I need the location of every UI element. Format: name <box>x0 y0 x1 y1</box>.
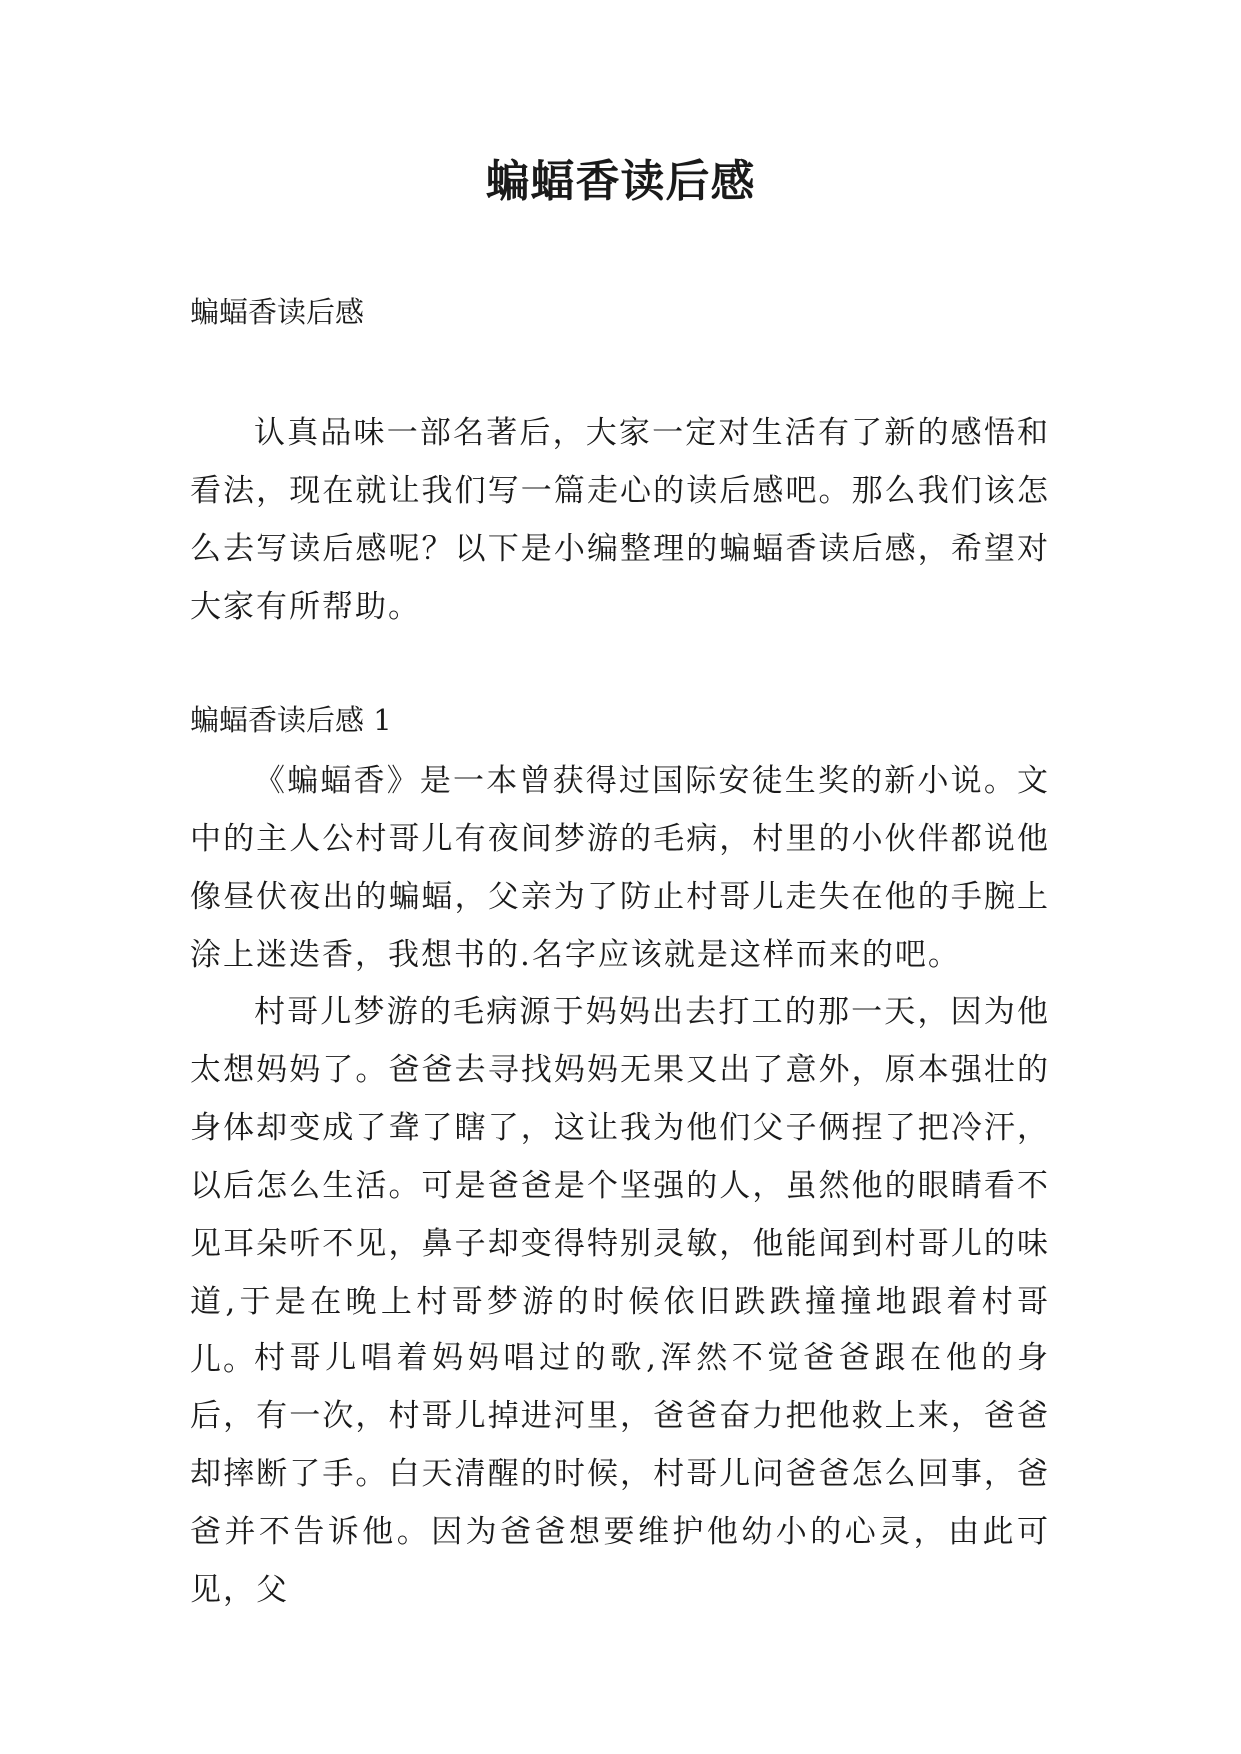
body-paragraph: 村哥儿唱着妈妈唱过的歌,浑然不觉爸爸跟在他的身后，有一次，村哥儿掉进河里，爸爸奋力把他救上来，爸爸却摔断了手。白天清醒的时候，村哥儿问爸爸怎么回事，爸爸并不告诉他。因为爸爸想要维护他幼小的心灵，由此可见，父 <box>190 1340 1050 1608</box>
body-paragraph: 《蝙蝠香》是一本曾获得过国际安徒生奖的新小说。文中的主人公村哥儿有夜间梦游的毛病，村里的小伙伴都说他像昼伏夜出的蝙蝠，父亲为了防止村哥儿走失在他的手腕上涂上迷迭香，我想书的.名字应该就是这样而来的吧。 <box>190 763 1050 973</box>
document-title: 蝙蝠香读后感 <box>485 156 756 207</box>
body-paragraph: 村哥儿梦游的毛病源于妈妈出去打工的那一天，因为他太想妈妈了。爸爸去寻找妈妈无果又出了意外，原本强壮的身体却变成了聋了瞎了，这让我为他们父子俩捏了把冷汗，以后怎么生活。可是爸爸是个坚强的人，虽然他的眼睛看不见耳朵听不见，鼻子却变得特别灵敏，他能闻到村哥儿的味道,于是在晚上村哥梦游的时候依旧跌跌撞撞地跟着村哥儿。 <box>190 994 1050 1378</box>
section-heading: 蝙蝠香读后感 1 <box>190 703 392 737</box>
intro-paragraph: 认真品味一部名著后，大家一定对生活有了新的感悟和看法，现在就让我们写一篇走心的读后感吧。那么我们该怎么去写读后感呢？以下是小编整理的蝙蝠香读后感，希望对大家有所帮助。 <box>190 415 1050 625</box>
document-subtitle: 蝙蝠香读后感 <box>190 295 365 329</box>
